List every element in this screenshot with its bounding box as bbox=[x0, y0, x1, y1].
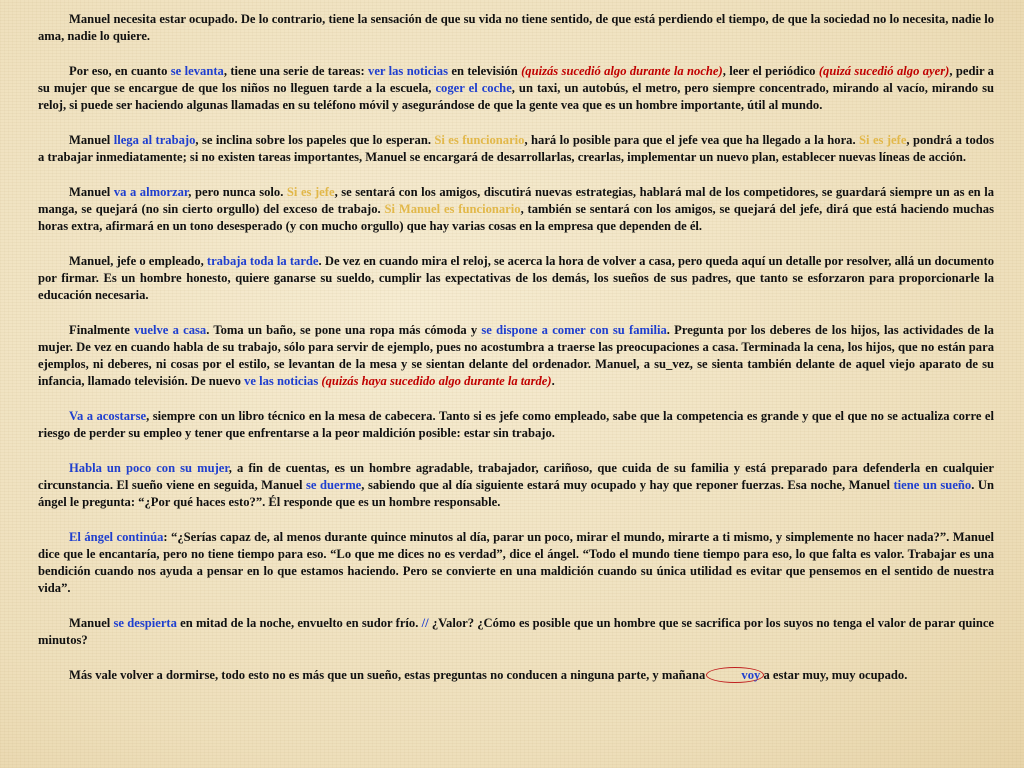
text-run: . bbox=[551, 374, 555, 388]
highlight-action: vuelve a casa bbox=[134, 323, 207, 337]
text-run: . Toma un baño, se pone una ropa más cómoda y bbox=[206, 323, 482, 337]
text-run: Manuel bbox=[69, 616, 114, 630]
text-run: , pedir a su mujer que se encargue de que los niños no lleguen tarde a la escuela, bbox=[38, 64, 994, 95]
text-run: , se inclina sobre los papeles que lo esperan. bbox=[195, 133, 435, 147]
paragraph-3 bbox=[38, 132, 994, 166]
text-run: Manuel bbox=[69, 133, 114, 147]
conditional-phrase: Si es funcionario bbox=[434, 133, 525, 147]
highlight-action: se levanta bbox=[170, 64, 224, 78]
text-run: , pondrá a todos a trabajar inmediatamente; si no existen tareas importantes, Manuel se encargará de desarrollarlas, crearlas, implementar un nuevo plan, establecer nuevas líneas de acción. bbox=[38, 133, 994, 164]
text-run: , pero nunca solo. bbox=[188, 185, 287, 199]
text-run: Manuel, jefe o empleado, bbox=[69, 254, 207, 268]
paragraph-10 bbox=[38, 615, 994, 649]
highlight-action: ver las noticias bbox=[368, 64, 448, 78]
text-run: , un taxi, un autobús, el metro, pero siempre concentrado, mirando al vacío, mirando su reloj, si puede ser haciendo algunas llamadas en su teléfono móvil y asegurándose de que la gente vea que es un hombre importante, útil al mundo. bbox=[38, 81, 994, 112]
paragraph-8 bbox=[38, 460, 994, 511]
paragraph-6 bbox=[38, 322, 994, 390]
text-run: , hará lo posible para que el jefe vea que ha llegado a la hora. bbox=[524, 133, 860, 147]
slide-text-body bbox=[38, 11, 994, 761]
highlight-action: se duerme bbox=[305, 478, 362, 492]
aside-note: (quizá sucedió algo ayer) bbox=[818, 64, 950, 78]
paragraph-11 bbox=[38, 667, 994, 684]
highlight-action: El ángel continúa bbox=[69, 530, 164, 544]
text-run: . De vez en cuando mira el reloj, se acerca la hora de volver a casa, pero queda aquí un detalle por resolver, allá un documento por firmar. Es un hombre honesto, quiere ganarse su sueldo, cumplir las expectativas de los demás, los sueños de sus padres, que tanto se esforzaron para proporcionarle la educación necesaria. bbox=[38, 254, 994, 302]
paragraph-1 bbox=[38, 11, 994, 45]
conditional-phrase: Si es jefe bbox=[859, 133, 907, 147]
text-run: ¿Valor? ¿Cómo es posible que un hombre que se sacrifica por los suyos no tenga el valor de parar quince minutos? bbox=[38, 616, 995, 647]
text-run: en mitad de la noche, envuelto en sudor frío. bbox=[176, 616, 422, 630]
text-run: Manuel bbox=[69, 185, 114, 199]
conditional-phrase: Si es jefe bbox=[286, 185, 335, 199]
highlight-action: se despierta bbox=[113, 616, 177, 630]
highlight-action: ve las noticias bbox=[244, 374, 319, 388]
text-run: . Un ángel le pregunta: “¿Por qué haces esto?”. Él responde que es un hombre responsable. bbox=[38, 478, 994, 509]
circled-word: voy bbox=[706, 667, 764, 683]
conditional-phrase: Si Manuel es funcionario bbox=[384, 202, 521, 216]
text-run: Más vale volver a dormirse, todo esto no es más que un sueño, estas preguntas no conducen a ninguna parte, y mañana bbox=[69, 668, 709, 682]
highlight-action: trabaja toda la tarde bbox=[206, 254, 319, 268]
text-run: Por eso, en cuanto bbox=[69, 64, 171, 78]
text-run: Manuel necesita estar ocupado. De lo contrario, tiene la sensación de que su vida no tiene sentido, de que está perdiendo el tiempo, de que la sociedad no lo necesita, nadie lo ama, nadie lo quiere. bbox=[38, 12, 994, 43]
highlight-action: Habla un poco con su mujer bbox=[69, 461, 229, 475]
highlight-action: // bbox=[421, 616, 429, 630]
paragraph-4 bbox=[38, 184, 994, 235]
text-run: , también se sentará con los amigos, se quejará del jefe, dirá que está haciendo muchas horas extra, afirmará en un tono desesperado (y con mucho orgullo) que hay varias cosas en la empresa que dependen de él. bbox=[38, 202, 995, 233]
text-run: , a fin de cuentas, es un hombre agradable, trabajador, cariñoso, que cuida de su familia y está preparado para defenderla en cualquier circunstancia. El sueño viene en seguida, Manuel bbox=[38, 461, 994, 492]
paragraph-7 bbox=[38, 408, 994, 442]
text-run: . Pregunta por los deberes de los hijos, las actividades de la mujer. De vez en cuando habla de su trabajo, sólo para servir de ejemplo, pues no acostumbra a traerse las preocupaciones a casa. Terminada la cena, los hijos, que no están para ejemplos, ni deberes, ni cosas por el estilo, se levantan de la mesa y se sientan delante del ordenador. Manuel, a su_vez, se sienta también delante de aquel viejo aparato de su infancia, llamado televisión. De nuevo bbox=[38, 323, 994, 388]
text-run: , leer el periódico bbox=[722, 64, 819, 78]
highlight-action: coger el coche bbox=[435, 81, 512, 95]
text-run: : “¿Serías capaz de, al menos durante quince minutos al día, parar un poco, mirar el mundo, mirarte a ti mismo, y simplemente no hacer nada?”. Manuel dice que le encantaría, pero no tiene tiempo para eso. “Lo que me dices no es verdad”, dice el ángel. “Todo el mundo tiene tiempo para eso, lo que falta es valor. Trabajar es una bendición cuando nos ayuda a pensar en lo que estamos haciendo. Pero se convierte en una maldición cuando su única utilidad es evitar que pensemos en el sentido de nuestra vida”. bbox=[38, 530, 994, 595]
paragraph-2 bbox=[38, 63, 994, 114]
highlight-action: se dispone a comer con su familia bbox=[481, 323, 667, 337]
paragraph-9 bbox=[38, 529, 994, 597]
text-run: , se sentará con los amigos, discutirá nuevas estrategias, hablará mal de los competidores, se guardará siempre un as en la manga, se quejará (no sin cierto orgullo) del exceso de trabajo. bbox=[38, 185, 994, 216]
aside-note: (quizás sucedió algo durante la noche) bbox=[521, 64, 723, 78]
highlight-action: llega al trabajo bbox=[113, 133, 196, 147]
highlight-action: Va a acostarse bbox=[69, 409, 147, 423]
paragraph-5 bbox=[38, 253, 994, 304]
highlight-action: va a almorzar bbox=[113, 185, 189, 199]
text-run: , siempre con un libro técnico en la mesa de cabecera. Tanto si es jefe como empleado, sabe que la competencia es grande y que el que no se actualiza corre el riesgo de perder su empleo y tener que enfrentarse a la peor maldición posible: estar sin trabajo. bbox=[38, 409, 994, 440]
aside-note: (quizás haya sucedido algo durante la tarde) bbox=[321, 374, 552, 388]
text-run: en televisión bbox=[448, 64, 522, 78]
text-run: a estar muy, muy ocupado. bbox=[760, 668, 908, 682]
text-run: Finalmente bbox=[69, 323, 135, 337]
text-run: , tiene una serie de tareas: bbox=[223, 64, 369, 78]
highlight-action: tiene un sueño bbox=[893, 478, 972, 492]
text-run: , sabiendo que al día siguiente estará muy ocupado y hay que reponer fuerzas. Esa noche, Manuel bbox=[361, 478, 894, 492]
